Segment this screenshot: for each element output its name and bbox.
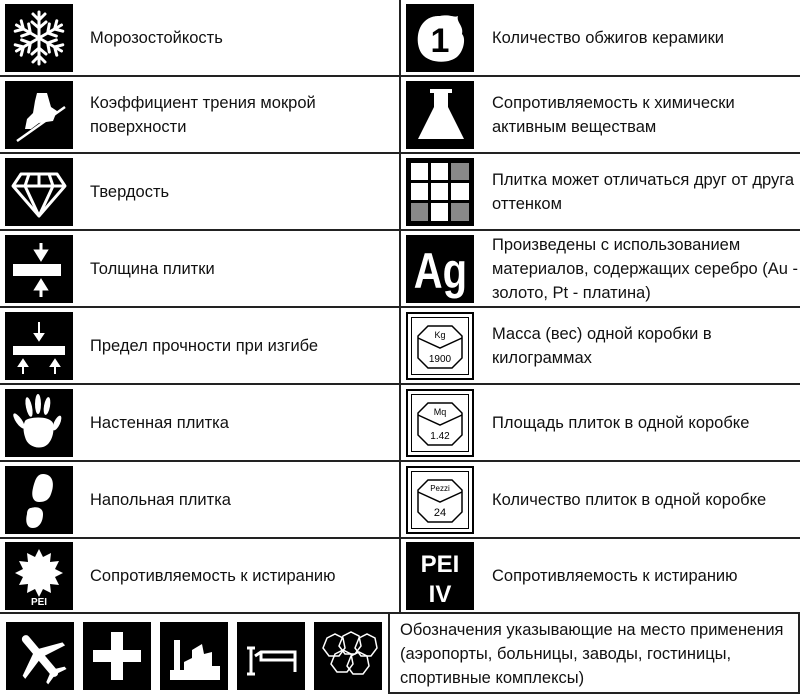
legend-label: Сопротивляемость к истиранию — [492, 566, 738, 585]
wet-friction-shoe-icon — [5, 81, 73, 149]
usage-places-label: Обозначения указывающие на место применения (аэропорты, больницы, заводы, гостиницы, спортивные комплексы) — [388, 614, 800, 694]
table-row — [0, 539, 800, 614]
legend-label: Количество плиток в одной коробке — [492, 490, 767, 509]
svg-text:Ag: Ag — [413, 242, 468, 299]
legend-label: Напольная плитка — [90, 490, 231, 509]
box-area-icon — [406, 389, 474, 457]
legend-label: Предел прочности при изгибе — [90, 336, 319, 355]
usage-places-row — [0, 614, 800, 694]
hand-wall-tile-icon — [5, 389, 73, 457]
pei-iv-icon — [406, 542, 474, 610]
legend-label: Сопротивляемость к истиранию — [90, 566, 336, 585]
legend-label: Площадь плиток в одной коробке — [492, 413, 750, 432]
olympic-rings-icon — [314, 622, 382, 690]
bending-strength-icon — [5, 312, 73, 380]
table-row — [0, 154, 800, 231]
legend-label: Толщина плитки — [90, 259, 215, 278]
legend-label: Произведены с использованием материалов, содержащих серебро (Au - золото, Pt - платина) — [492, 235, 799, 302]
svg-text:24: 24 — [433, 506, 447, 519]
svg-text:1.42: 1.42 — [430, 430, 450, 442]
box-pieces-icon — [406, 466, 474, 534]
legend-label: Плитка может отличаться друг от друга оттенком — [492, 170, 795, 213]
bed-icon — [237, 622, 305, 690]
svg-text:Pezzi: Pezzi — [430, 483, 450, 493]
legend-label: Настенная плитка — [90, 413, 229, 432]
factory-icon — [160, 622, 228, 690]
thickness-icon — [5, 235, 73, 303]
table-row — [0, 385, 800, 462]
diamond-icon — [5, 158, 73, 226]
legend-label: Морозостойкость — [90, 28, 223, 47]
svg-text:Kg: Kg — [434, 329, 446, 340]
svg-text:1900: 1900 — [428, 353, 452, 365]
footprint-floor-tile-icon — [5, 466, 73, 534]
legend-label: Твердость — [90, 182, 170, 201]
table-row — [0, 308, 800, 385]
shade-grid-icon — [406, 158, 474, 226]
table-row — [0, 0, 800, 77]
table-row — [0, 231, 800, 308]
legend-label: Коэффициент трения мокрой поверхности — [90, 93, 316, 136]
firing-count-icon — [406, 4, 474, 72]
svg-text:PEI: PEI — [420, 550, 460, 578]
table-row — [0, 77, 800, 154]
table-row — [0, 462, 800, 539]
legend-label: Количество обжигов керамики — [492, 28, 724, 47]
silver-ag-icon — [406, 235, 474, 303]
legend-label: Сопротивляемость к химически активным веществам — [492, 93, 735, 136]
svg-text:1: 1 — [430, 21, 450, 60]
flask-icon — [406, 81, 474, 149]
pei-burst-icon — [5, 542, 73, 610]
svg-text:Mq: Mq — [433, 406, 447, 417]
hospital-cross-icon — [83, 622, 151, 690]
snowflake-icon — [5, 4, 73, 72]
svg-text:PEI: PEI — [30, 596, 48, 607]
box-weight-icon — [406, 312, 474, 380]
legend-label: Масса (вес) одной коробки в килограммах — [492, 324, 712, 367]
airplane-icon — [6, 622, 74, 690]
svg-text:IV: IV — [428, 580, 452, 608]
